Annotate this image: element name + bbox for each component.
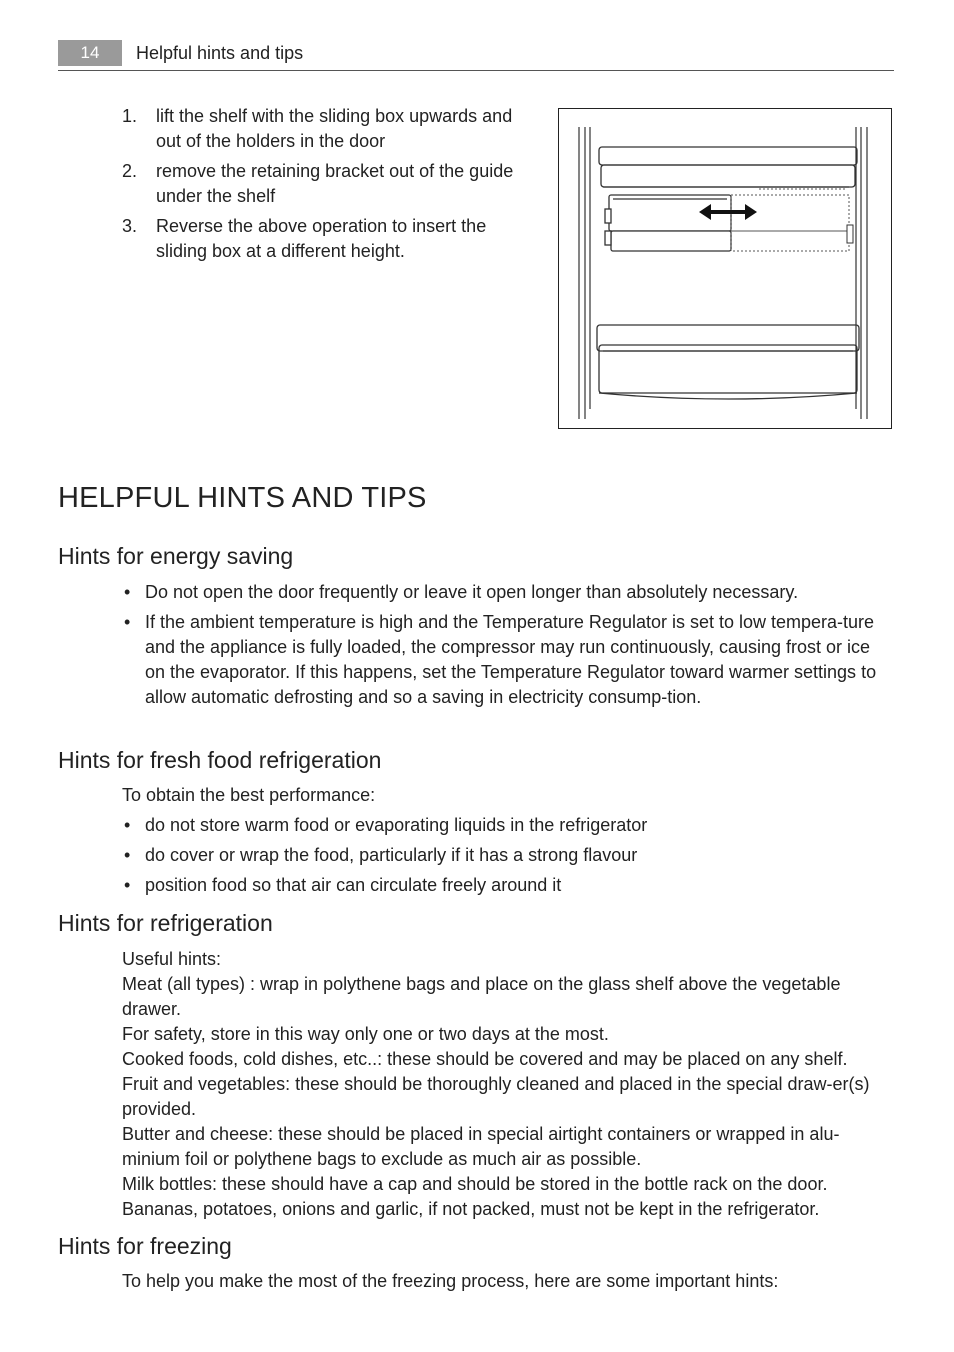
hint-line: Fruit and vegetables: these should be thoroughly cleaned and placed in the special draw-er(s) provided.	[122, 1074, 870, 1119]
step-item	[122, 104, 522, 154]
hint-line: Butter and cheese: these should be placed in special airtight containers or wrapped in alu-minium foil or polythene bags to exclude as much air as possible.	[122, 1124, 840, 1169]
step-text: Reverse the above operation to insert the sliding box at a different height.	[156, 216, 487, 261]
door-shelf-sliding-box-illustration	[559, 109, 893, 430]
hint-line: Cooked foods, cold dishes, etc..: these should be covered and may be placed on any shelf.	[122, 1049, 848, 1069]
door-shelf-figure	[558, 108, 892, 429]
hint-line: Useful hints:	[122, 949, 222, 969]
list-item: • do not store warm food or evaporating liquids in the refrigerator	[122, 813, 894, 838]
hint-line: For safety, store in this way only one or two days at the most.	[122, 1024, 609, 1044]
main-heading: HELPFUL HINTS AND TIPS	[58, 482, 427, 514]
fresh-food-list	[122, 813, 894, 903]
step-number: 2.	[122, 161, 138, 181]
page-header	[58, 40, 894, 71]
refrigeration-hints	[122, 947, 894, 1222]
step-number: 3.	[122, 216, 138, 236]
refrigeration-heading: Hints for refrigeration	[58, 910, 273, 936]
list-item: • If the ambient temperature is high and the Temperature Regulator is set to low tempera-ture and the appliance is fully loaded, the compressor may run continuously, causing frost or ice on the evaporator. If this happens, set the Temperature Regulator toward warmer settings to allow automatic defrosting and so a saving in electricity consump-tion.	[122, 610, 894, 710]
step-text: lift the shelf with the sliding box upwards and out of the holders in the door	[156, 106, 513, 151]
energy-saving-heading: Hints for energy saving	[58, 543, 294, 569]
list-item: • Do not open the door frequently or leave it open longer than absolutely necessary.	[122, 580, 894, 605]
step-number: 1.	[122, 106, 138, 126]
freezing-intro: To help you make the most of the freezing process, here are some important hints:	[122, 1271, 779, 1291]
freezing-heading: Hints for freezing	[58, 1233, 232, 1259]
hint-line: Milk bottles: these should have a cap and should be stored in the bottle rack on the door.	[122, 1174, 828, 1194]
energy-saving-list	[122, 580, 894, 715]
fresh-food-intro: To obtain the best performance:	[122, 785, 376, 805]
step-text: remove the retaining bracket out of the guide under the shelf	[156, 161, 514, 206]
page-number: 14	[58, 40, 122, 66]
hint-line: Meat (all types) : wrap in polythene bags and place on the glass shelf above the vegetable drawer.	[122, 974, 841, 1019]
instruction-steps	[122, 104, 522, 269]
fresh-food-heading: Hints for fresh food refrigeration	[58, 747, 382, 773]
list-item: • do cover or wrap the food, particularly if it has a strong flavour	[122, 843, 894, 868]
step-item	[122, 159, 522, 209]
step-item	[122, 214, 522, 264]
hint-line: Bananas, potatoes, onions and garlic, if not packed, must not be kept in the refrigerator.	[122, 1199, 820, 1219]
list-item: • position food so that air can circulate freely around it	[122, 873, 894, 898]
header-section-title: Helpful hints and tips	[136, 43, 304, 63]
